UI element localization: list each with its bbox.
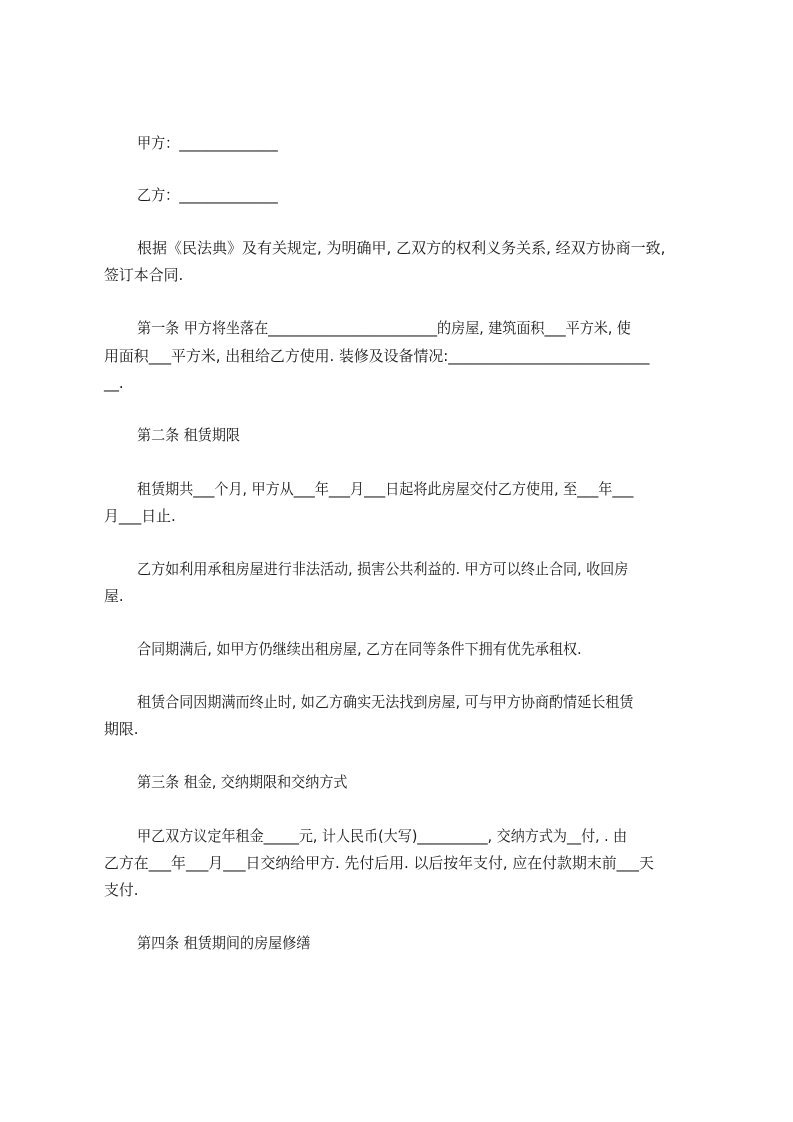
- article2-p3-line-1: 合同期满后, 如甲方仍继续出租房屋, 乙方在同等条件下拥有优先承租权.: [137, 640, 582, 658]
- article2-p1-line-2: 月___日止.: [104, 507, 176, 525]
- article2-p2-line-2: 屋.: [104, 587, 124, 605]
- article4-heading: 第四条 租赁期间的房屋修缮: [137, 934, 311, 952]
- party-b-line: 乙方：______________: [137, 186, 278, 204]
- article1-line-3: __.: [104, 374, 124, 392]
- intro-line-1: 根据《民法典》及有关规定, 为明确甲, 乙双方的权利义务关系, 经双方协商一致,: [137, 239, 666, 257]
- intro-line-2: 签订本合同.: [104, 266, 184, 284]
- article2-heading: 第二条 租赁期限: [137, 426, 241, 444]
- article3-line-3: 支付.: [104, 881, 139, 899]
- article2-p2-line-1: 乙方如利用承租房屋进行非法活动, 损害公共利益的. 甲方可以终止合同, 收回房: [137, 560, 629, 578]
- article1-line-2: 用面积___平方米, 出租给乙方使用. 装修及设备情况:___________________________: [104, 347, 650, 365]
- article3-line-2: 乙方在___年___月___日交纳给甲方. 先付后用. 以后按年支付, 应在付款期末前___天: [104, 854, 654, 872]
- article2-p4-line-2: 期限.: [104, 720, 139, 738]
- party-a-line: 甲方：______________: [137, 134, 278, 152]
- article3-line-1: 甲乙双方议定年租金_____元, 计人民币(大写)__________, 交纳方式为__付, . 由: [137, 827, 628, 845]
- article1-line-1: 第一条 甲方将坐落在________________________的房屋, 建筑面积___平方米, 使: [137, 319, 631, 337]
- article2-p4-line-1: 租赁合同因期满而终止时, 如乙方确实无法找到房屋, 可与甲方协商酌情延长租赁: [137, 693, 634, 711]
- article2-p1-line-1: 租赁期共___个月, 甲方从___年___月___日起将此房屋交付乙方使用, 至___年___: [137, 480, 634, 498]
- article3-heading: 第三条 租金, 交纳期限和交纳方式: [137, 773, 348, 791]
